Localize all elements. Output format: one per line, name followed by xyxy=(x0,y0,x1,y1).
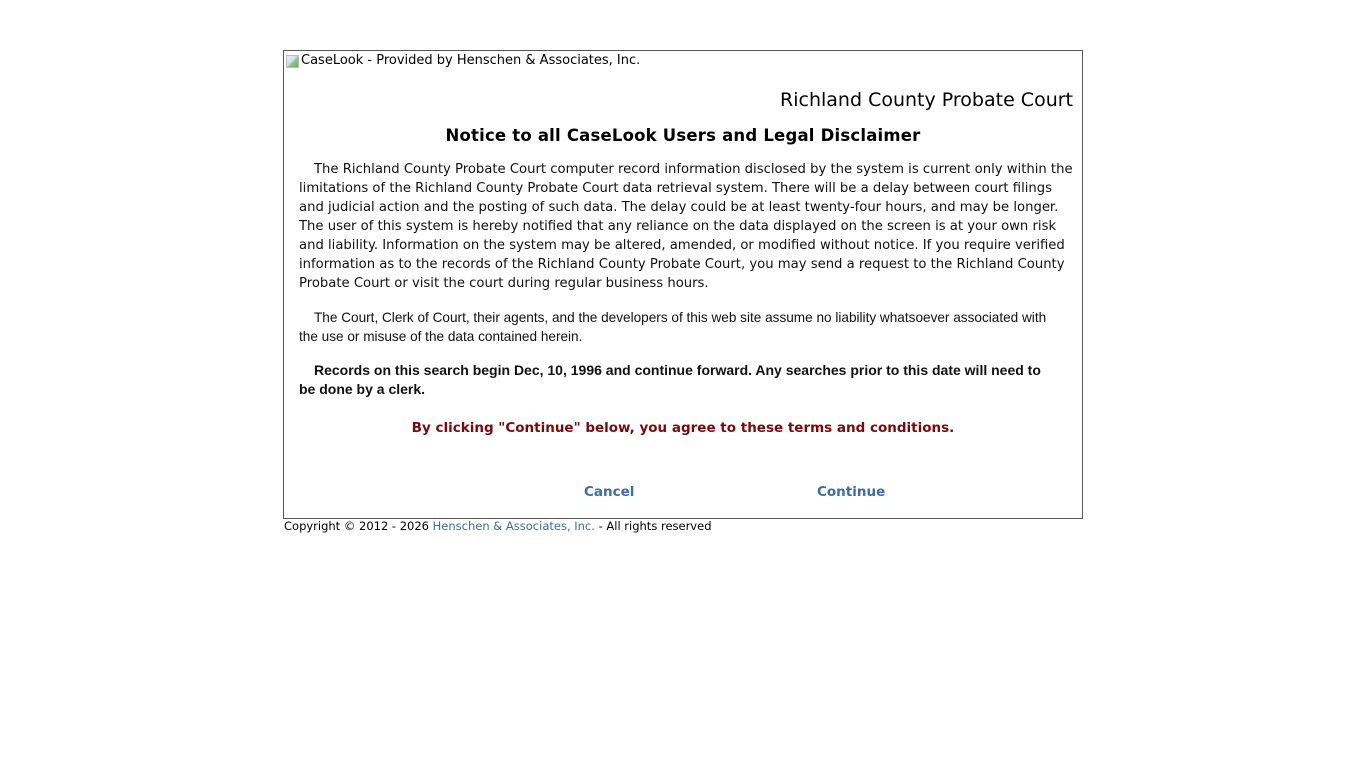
broken-image-icon xyxy=(285,54,299,68)
page-title: Notice to all CaseLook Users and Legal Disclaimer xyxy=(445,126,921,145)
footer xyxy=(284,518,712,534)
copyright-suffix: - All rights reserved xyxy=(594,519,712,533)
logo-alt-text: CaseLook - Provided by Henschen & Associates, Inc. xyxy=(301,53,641,68)
cancel-button[interactable]: Cancel xyxy=(584,484,635,500)
disclaimer-paragraph-records-range: Records on this search begin Dec, 10, 1996 and continue forward. Any searches prior to this date will need to be done by a clerk. xyxy=(299,362,1041,397)
disclaimer-panel xyxy=(283,50,1083,519)
court-name: Richland County Probate Court xyxy=(780,89,1073,111)
disclaimer-paragraph-liability: The Court, Clerk of Court, their agents, and the developers of this web site assume no liability whatsoever associated with the use or misuse of the data contained herein. xyxy=(299,310,1047,344)
agreement-notice: By clicking "Continue" below, you agree to these terms and conditions. xyxy=(411,420,955,436)
caselook-logo xyxy=(285,53,640,69)
company-link[interactable]: Henschen & Associates, Inc. xyxy=(432,519,595,533)
disclaimer-paragraph-data-limitations: The Richland County Probate Court computer record information disclosed by the system is current only within the limitations of the Richland County Probate Court data retrieval system. There will be a delay between court filings and judicial action and the posting of such data. The delay could be at least twenty-four hours, and may be longer. The user of this system is hereby notified that any reliance on the data displayed on the screen is at your own risk and liability. Information on the system may be altered, amended, or modified without notice. If you require verified information as to the records of the Richland County Probate Court, you may send a request to the Richland County Probate Court or visit the court during regular business hours. xyxy=(299,162,1073,291)
copyright-prefix: Copyright © 2012 - 2026 xyxy=(284,519,433,533)
continue-button[interactable]: Continue xyxy=(817,484,886,500)
